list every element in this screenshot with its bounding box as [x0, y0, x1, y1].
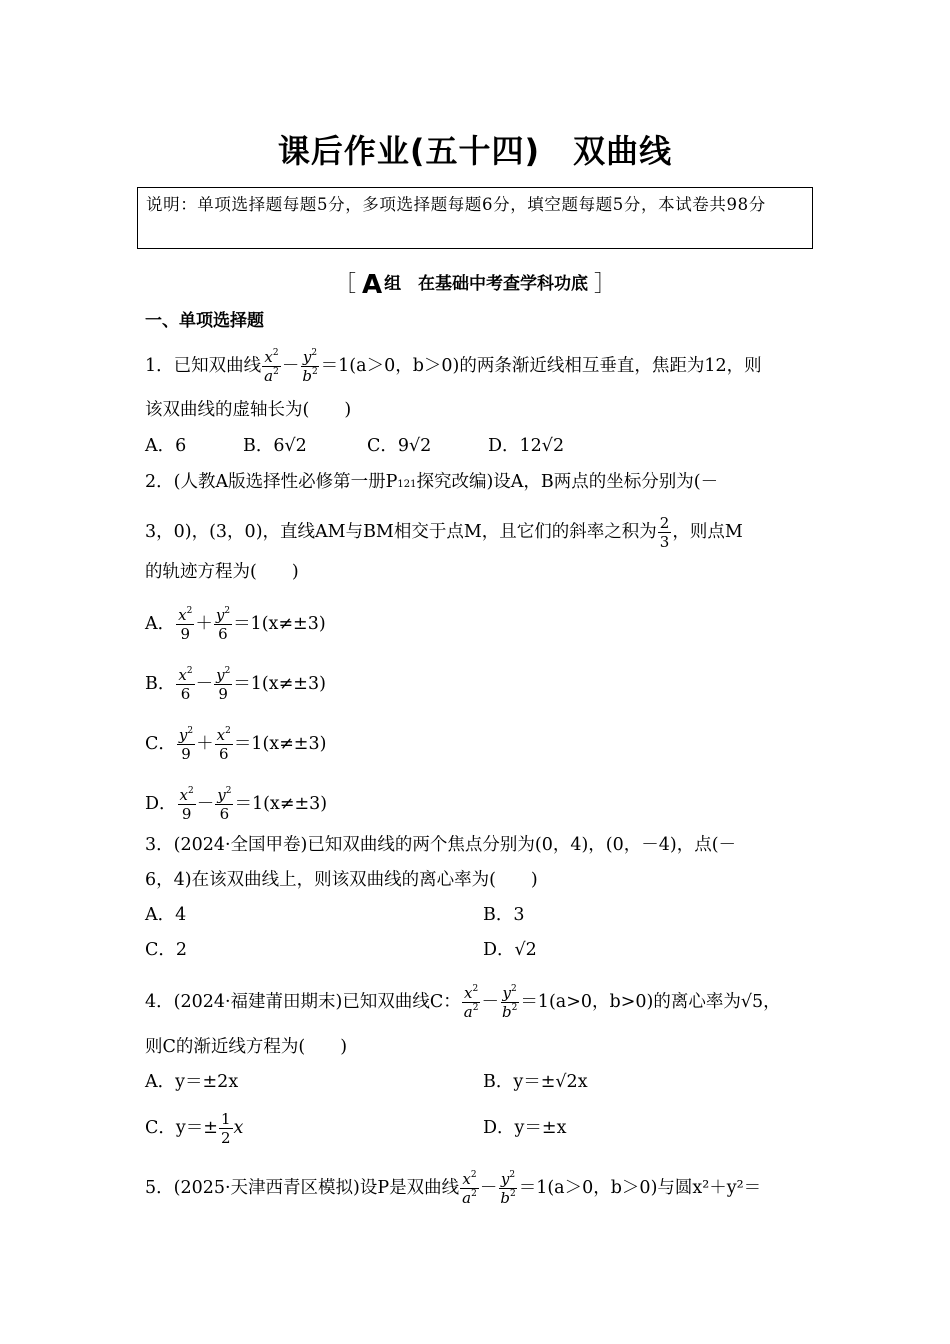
q1-stem: 1．已知双曲线 $\frac{x^2}{a^2}$ － $\frac{y^2}{b^2}$ ＝1(a＞0，b＞0)的两条渐近线相互垂直，焦距为12，则: [145, 348, 762, 385]
q4-option-d: D．y＝±x: [483, 1118, 567, 1138]
q3-option-b: B．3: [483, 905, 525, 925]
q3-option-d: D．√2: [483, 940, 537, 960]
q4-option-a: A．y＝±2x: [145, 1072, 239, 1092]
q3-stem-line2: 6，4)在该双曲线上，则该双曲线的离心率为( ): [145, 870, 538, 890]
exam-note: 说明：单项选择题每题5分，多项选择题每题6分，填空题每题5分，本试卷共98分: [137, 187, 813, 249]
section-heading: 一、单项选择题: [145, 311, 264, 331]
q4-stem-line2: 则C的渐近线方程为( ): [145, 1037, 348, 1057]
fraction: $\frac{x^2}{a^2}$: [462, 1170, 477, 1207]
q4-option-c: C．y＝± $\frac{1}{2}$ x: [145, 1110, 244, 1147]
q1-option-a: A．6: [145, 436, 187, 456]
q2-stem: 2．(人教A版选择性必修第一册P121探究改编)设A，B两点的坐标分别为(－: [145, 472, 719, 492]
q1-option-b: B．6√2: [243, 436, 307, 456]
fraction: $\frac{2}{3}$: [659, 514, 670, 551]
q2-option-b: B． $\frac{x^2}{6}$ － $\frac{y^2}{9}$ ＝1(x≠±3): [145, 666, 326, 703]
fraction: $\frac{y^2}{b^2}$: [501, 984, 518, 1021]
group-label: 组 在基础中考查学科功底: [384, 274, 589, 294]
q2-option-d: D． $\frac{x^2}{9}$ － $\frac{y^2}{6}$ ＝1(x≠±3): [145, 786, 328, 823]
q2-stem-line2: 3，0)，(3，0)，直线AM与BM相交于点M，且它们的斜率之积为 $\frac{2}{3}$ ，则点M: [145, 514, 743, 551]
fraction: $\frac{y^2}{b^2}$: [302, 348, 318, 385]
group-header: ［ A 组 在基础中考查学科功底 ］: [334, 270, 616, 300]
q1-option-c: C．9√2: [367, 436, 432, 456]
fraction: $\frac{x^2}{a^2}$: [264, 348, 279, 385]
q1-stem-line2: 该双曲线的虚轴长为( ): [145, 400, 352, 420]
q2-stem-line3: 的轨迹方程为( ): [145, 562, 299, 582]
q4-stem: 4．(2024·福建莆田期末)已知双曲线C： $\frac{x^2}{a^2}$ － $\frac{y^2}{b^2}$ ＝1(a>0，b>0)的离心率为√5，: [145, 984, 781, 1021]
group-letter: A: [361, 270, 383, 300]
q2-option-a: A． $\frac{x^2}{9}$ ＋ $\frac{y^2}{6}$ ＝1(x≠±3): [145, 606, 326, 643]
fraction: $\frac{1}{2}$: [220, 1110, 231, 1147]
q3-stem: 3．(2024·全国甲卷)已知双曲线的两个焦点分别为(0，4)，(0，－4)，点(－: [145, 835, 737, 855]
q5-stem: 5．(2025·天津西青区模拟)设P是双曲线 $\frac{x^2}{a^2}$ － $\frac{y^2}{b^2}$ ＝1(a＞0，b＞0)与圆x²＋y²＝: [145, 1170, 762, 1207]
q2-option-c: C． $\frac{y^2}{9}$ ＋ $\frac{x^2}{6}$ ＝1(x≠±3): [145, 726, 327, 763]
fraction: $\frac{x^2}{a^2}$: [463, 984, 479, 1021]
q4-option-b: B．y＝±√2x: [483, 1072, 588, 1092]
q3-option-a: A．4: [145, 905, 187, 925]
page-title: 课后作业(五十四) 双曲线: [277, 132, 673, 170]
q1-option-d: D．12√2: [488, 436, 565, 456]
fraction: $\frac{y^2}{b^2}$: [500, 1170, 516, 1207]
q3-option-c: C．2: [145, 940, 188, 960]
